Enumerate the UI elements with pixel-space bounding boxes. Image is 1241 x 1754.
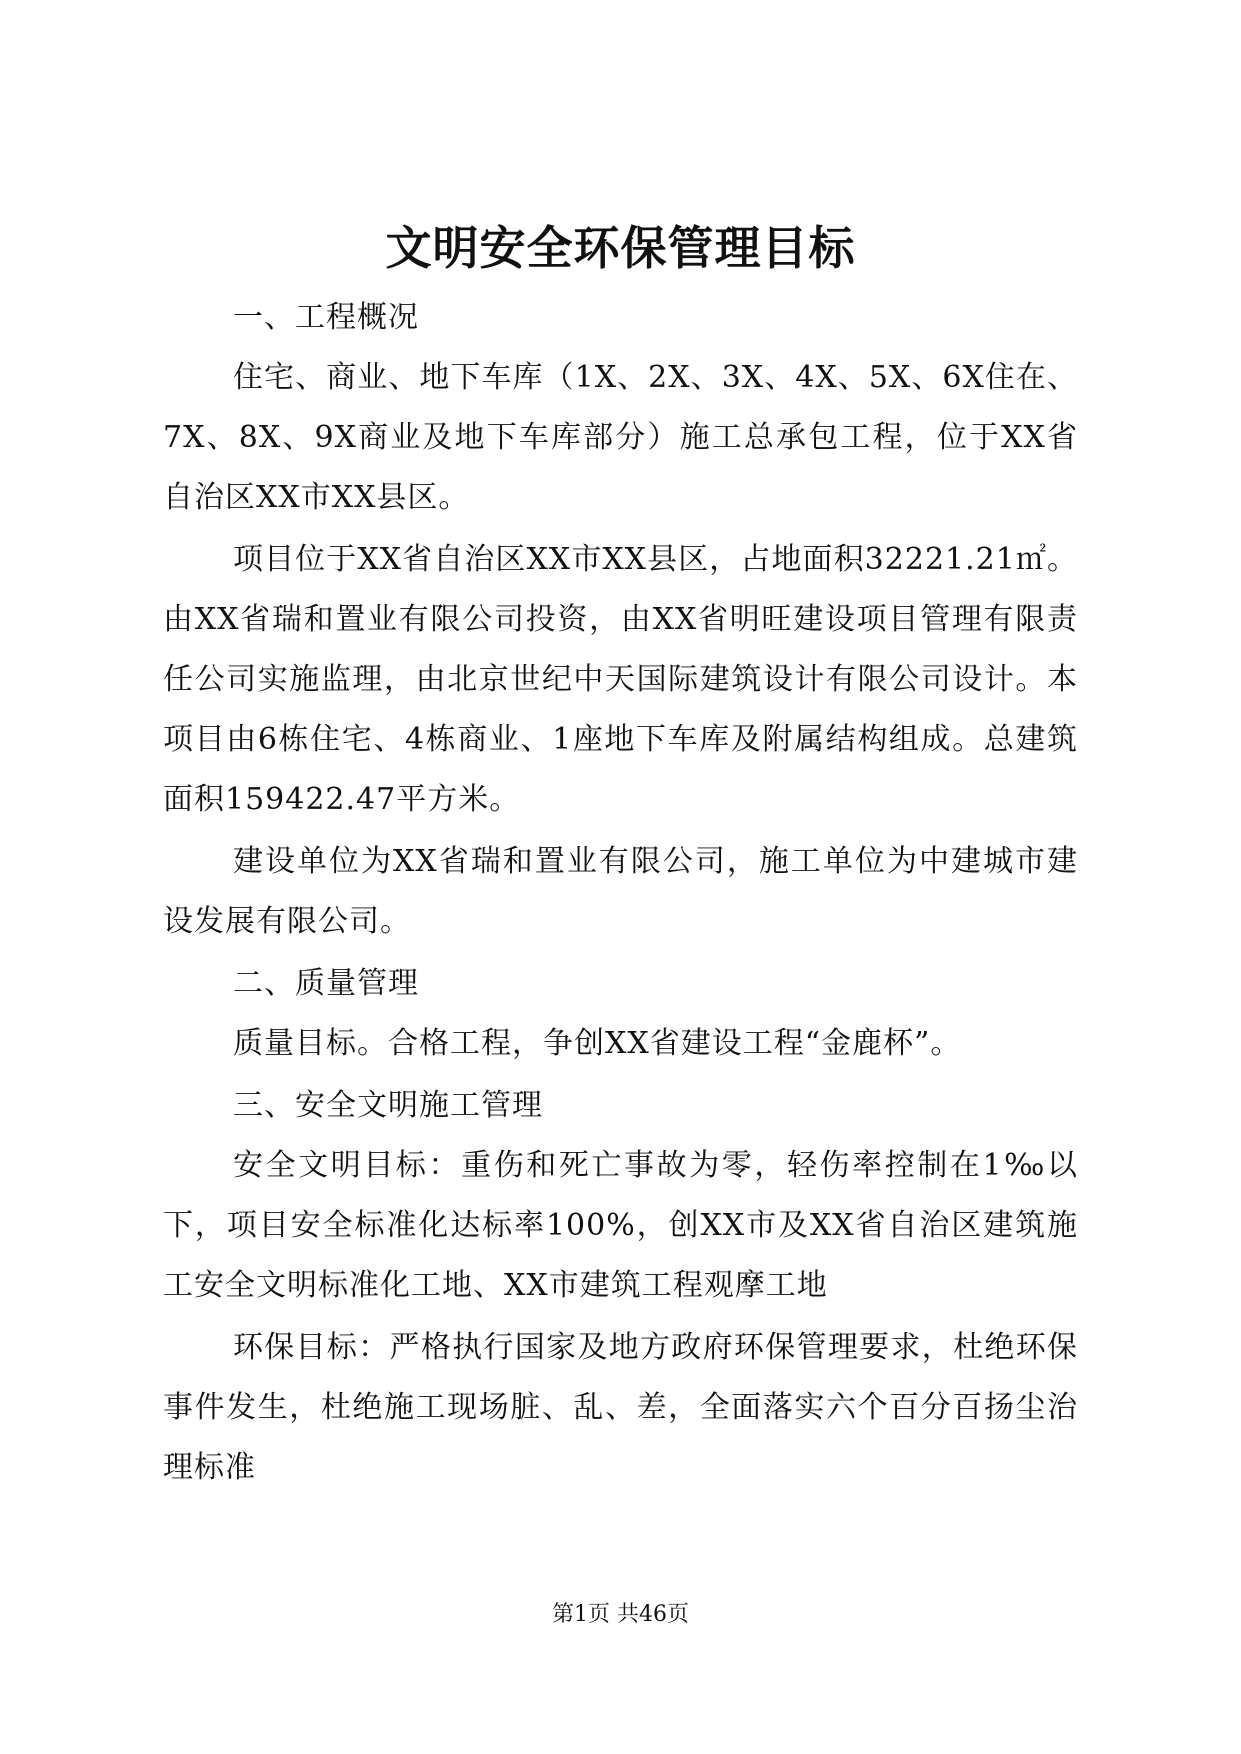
- paragraph-project-details: 项目位于XX省自治区XX市XX县区，占地面积32221.21㎡。由XX省瑞和置业有限公司投资，由XX省明旺建设项目管理有限责任公司实施监理，由北京世纪中天国际建筑设计有限公司设计。本项目由6栋住宅、4栋商业、1座地下车库及附属结构组成。总建筑面积159422.47平方米。: [163, 542, 1078, 817]
- paragraph-project-scope: 住宅、商业、地下车库（1X、2X、3X、4X、5X、6X住在、7X、8X、9X商业及地下车库部分）施工总承包工程，位于XX省自治区XX市XX县区。: [163, 360, 1078, 515]
- document-body: [163, 288, 1078, 1500]
- section-heading-project-overview: 一、工程概况: [233, 300, 419, 335]
- page-footer: 第1页 共46页: [552, 1602, 689, 1627]
- section-heading-quality-management: 二、质量管理: [233, 966, 419, 1001]
- paragraph-builder-info: 建设单位为XX省瑞和置业有限公司，施工单位为中建城市建设发展有限公司。: [163, 844, 1078, 939]
- paragraph-safety-goal: 安全文明目标：重伤和死亡事故为零，轻伤率控制在1‰以下，项目安全标准化达标率100%，创XX市及XX省自治区建筑施工安全文明标准化工地、XX市建筑工程观摩工地: [163, 1148, 1078, 1303]
- paragraph-environment-goal: 环保目标：严格执行国家及地方政府环保管理要求，杜绝环保事件发生，杜绝施工现场脏、乱、差，全面落实六个百分百扬尘治理标准: [163, 1330, 1078, 1485]
- section-heading-safety-management: 三、安全文明施工管理: [233, 1088, 543, 1123]
- document-title: 文明安全环保管理目标: [385, 221, 856, 275]
- paragraph-quality-goal: 质量目标。合格工程，争创XX省建设工程“金鹿杯”。: [233, 1026, 962, 1061]
